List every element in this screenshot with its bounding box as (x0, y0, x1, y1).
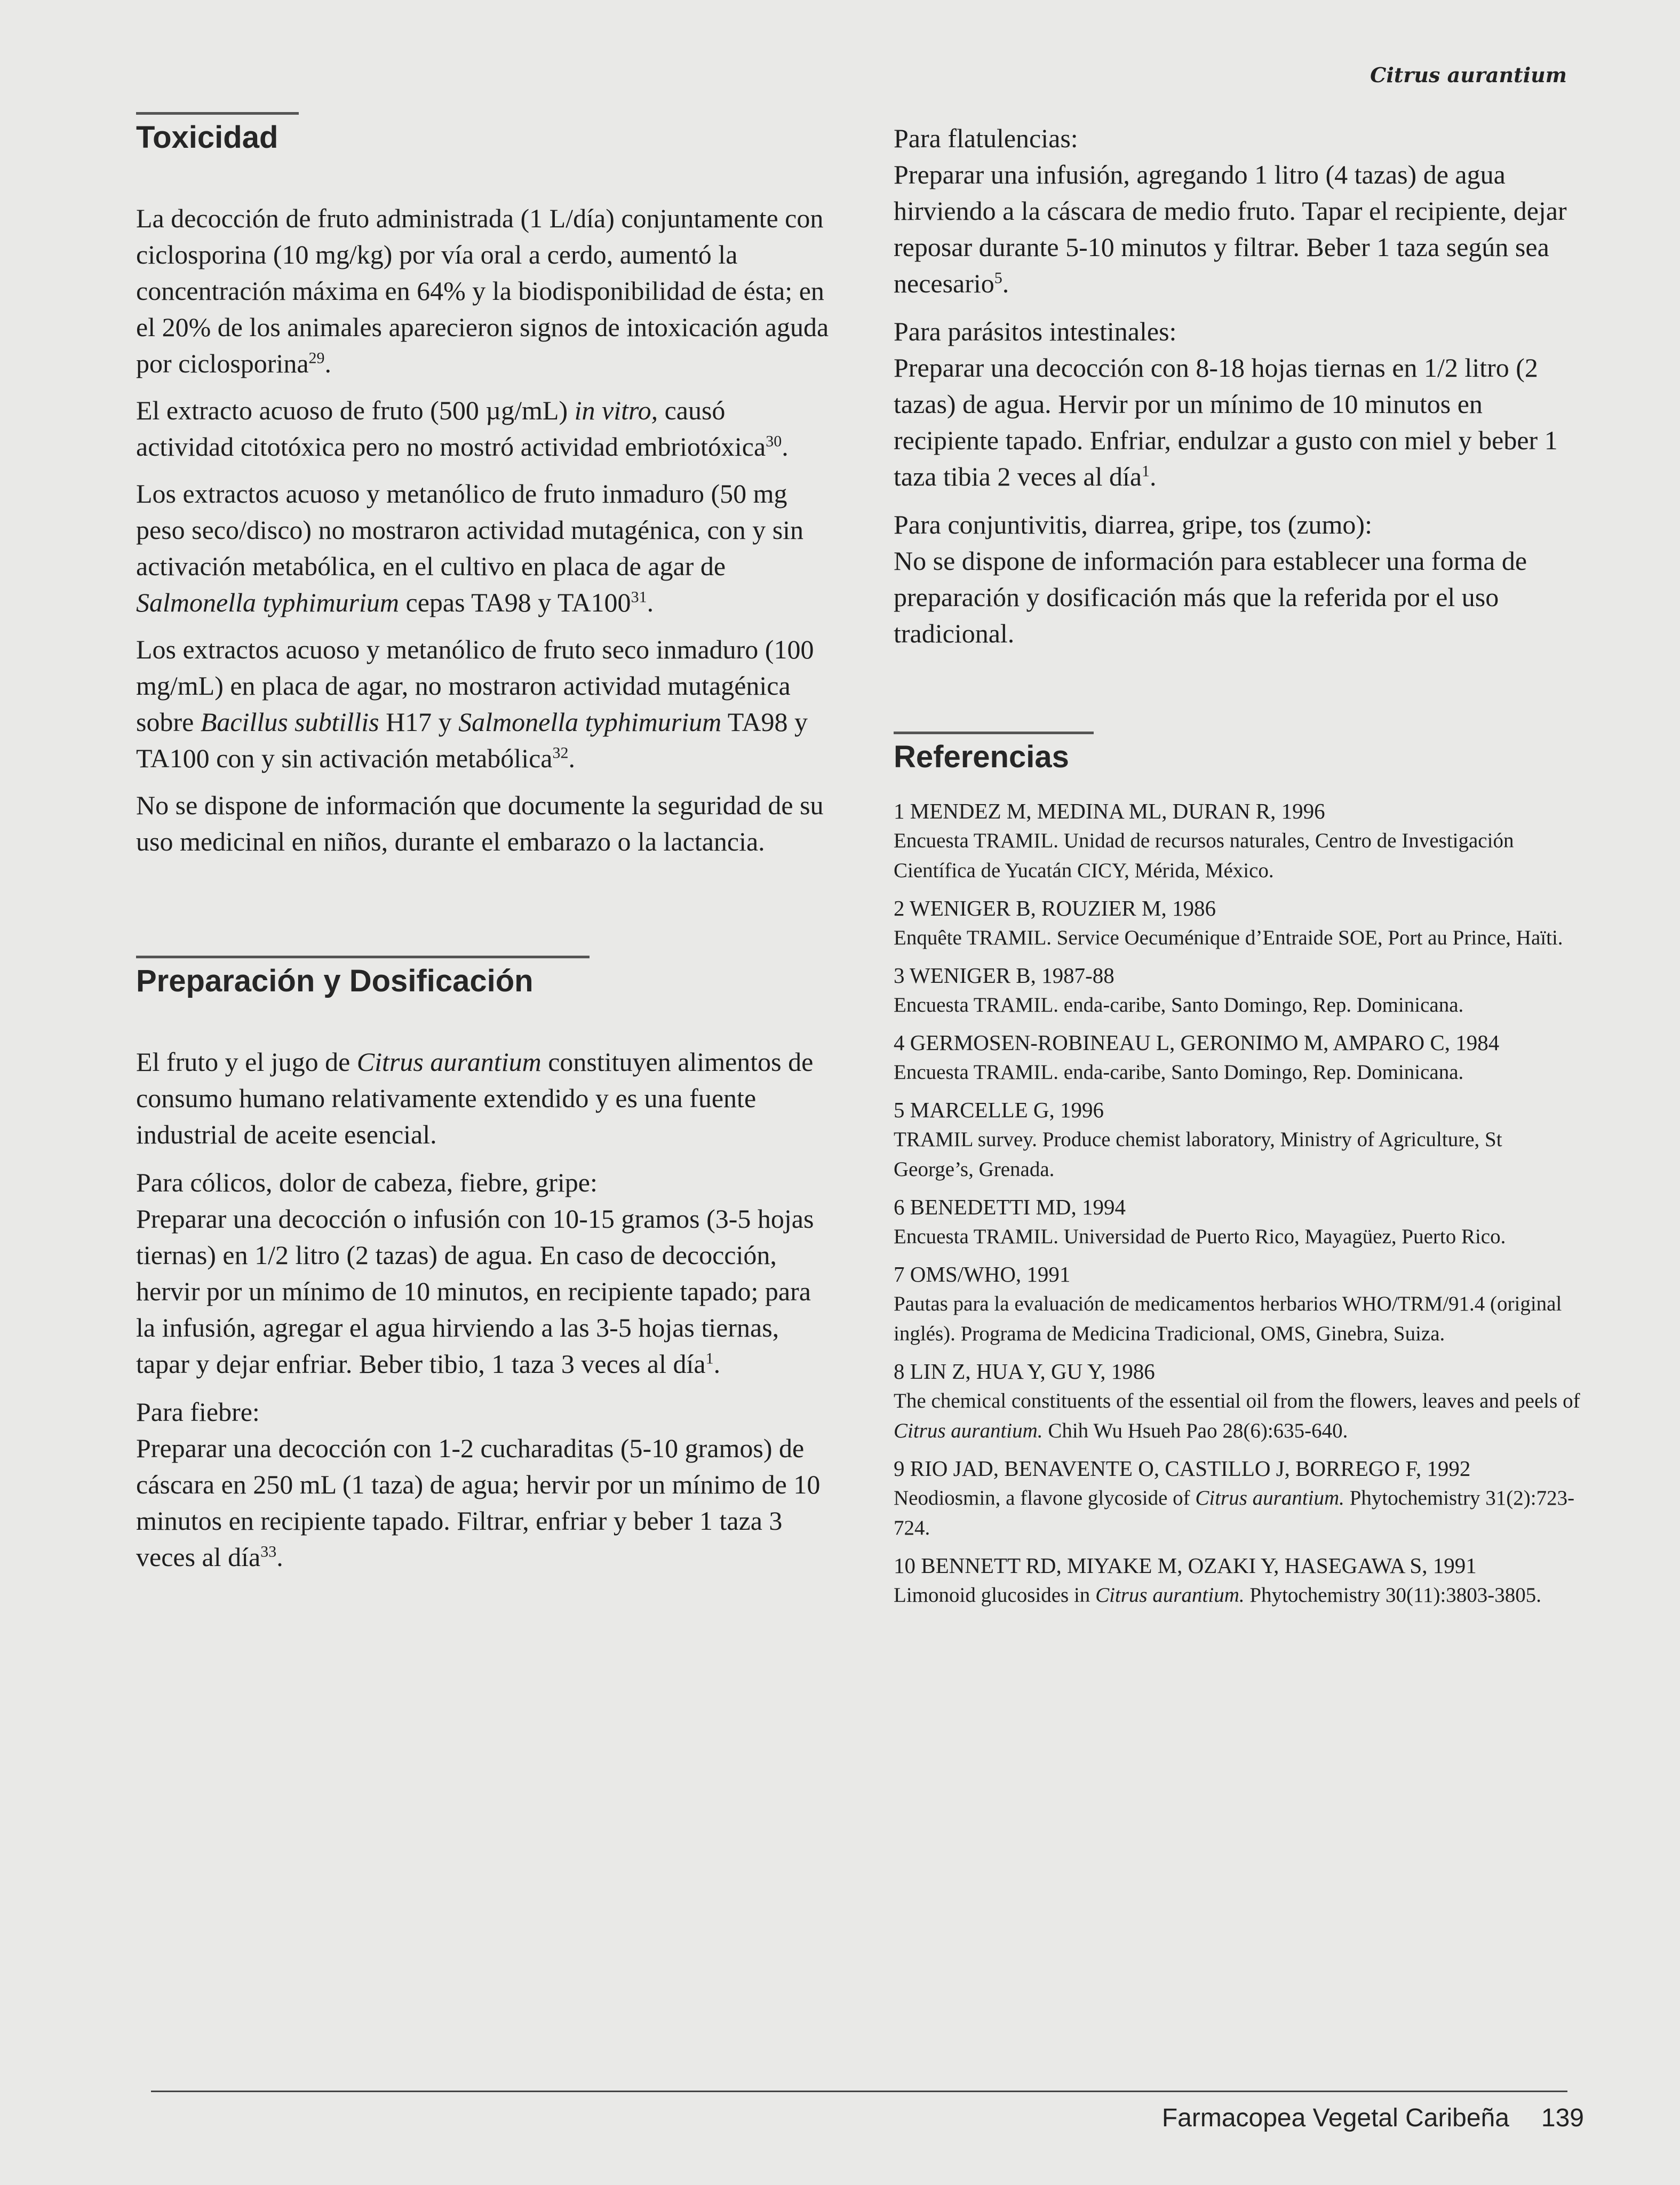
reference-item: 10 BENNETT RD, MIYAKE M, OZAKI Y, HASEGAWA S, 1991 Limonoid glucosides in Citrus aurantium. Phytochemistry 30(11):3803-3805. (894, 1553, 1542, 1607)
reference-item: 9 RIO JAD, BENAVENTE O, CASTILLO J, BORREGO F, 1992 Neodiosmin, a flavone glycoside of Citrus aurantium. Phytochemistry 31(2):723-724. (894, 1456, 1575, 1539)
toxicidad-paragraph-4: Los extractos acuoso y metanólico de fruto seco inmaduro (100 mg/mL) en placa de agar, no mostraron actividad mutagénica sobre Bacillus subtillis H17 y Salmonella typhimurium TA98 y TA100 con y sin activación metabólica$^{32}$. (136, 634, 814, 773)
reference-item: 3 WENIGER B, 1987-88 Encuesta TRAMIL. enda-caribe, Santo Domingo, Rep. Dominicana. (894, 963, 1464, 1016)
preparacion-colicos: Para cólicos, dolor de cabeza, fiebre, gripe: Preparar una decocción o infusión con 10-15 gramos (3-5 hojas tiernas) en 1/2 litro (2 tazas) de agua. En caso de decocción, hervir por un mínimo de 10 minutos, en recipiente tapado; para la infusión, agregar el agua hirviendo a las 3-5 hojas tiernas, tapar y dejar enfriar. Beber tibio, 1 taza 3 veces al día$^1$. (136, 1164, 830, 1382)
preparacion-flatulencias-label: Para flatulencias: (894, 123, 1078, 153)
preparacion-conjuntivitis-label: Para conjuntivitis, diarrea, gripe, tos (zumo): (894, 510, 1372, 539)
right-column (894, 120, 1587, 1618)
left-column (136, 112, 830, 1587)
preparacion-colicos-label: Para cólicos, dolor de cabeza, fiebre, gripe: (136, 1167, 598, 1197)
toxicidad-paragraph-2: El extracto acuoso de fruto (500 µg/mL) in vitro, causó actividad citotóxica pero no mostró actividad embriotóxica$^{30}$. (136, 395, 789, 462)
reference-item: 6 BENEDETTI MD, 1994 Encuesta TRAMIL. Universidad de Puerto Rico, Mayagüez, Puerto Rico. (894, 1195, 1506, 1248)
running-head: Citrus aurantium (1370, 63, 1567, 87)
preparacion-flatulencias: Para flatulencias: Preparar una infusión, agregando 1 litro (4 tazas) de agua hirviendo a la cáscara de medio fruto. Tapar el recipiente, dejar reposar durante 5-10 minutos y filtrar. Beber 1 taza según sea necesario$^5$. (894, 120, 1587, 301)
section-heading-toxicidad: Toxicidad (136, 112, 830, 155)
preparacion-fiebre: Para fiebre: Preparar una decocción con 1-2 cucharaditas (5-10 gramos) de cáscara en 250 mL (1 taza) de agua; hervir por un mínimo de 10 minutos en recipiente tapado. Filtrar, enfriar y beber 1 taza 3 veces al día$^{33}$. (136, 1394, 830, 1575)
page-number: 139 (1541, 2104, 1584, 2132)
reference-item: 1 MENDEZ M, MEDINA ML, DURAN R, 1996 Encuesta TRAMIL. Unidad de recursos naturales, Centro de Investigación Científica de Yucatán CICY, Mérida, México. (894, 799, 1514, 882)
preparacion-section (136, 956, 830, 1575)
preparacion-intro: El fruto y el jugo de Citrus aurantium constituyen alimentos de consumo humano relativamente extendido y es una fuente industrial de aceite esencial. (136, 1047, 814, 1149)
reference-item: 7 OMS/WHO, 1991 Pautas para la evaluación de medicamentos herbarios WHO/TRM/91.4 (original inglés). Programa de Medicina Tradicional, OMS, Ginebra, Suiza. (894, 1262, 1562, 1345)
reference-item: 2 WENIGER B, ROUZIER M, 1986 Enquête TRAMIL. Service Oecuménique d’Entraide SOE, Port au Prince, Haïti. (894, 896, 1563, 949)
toxicidad-paragraph-5: No se dispone de información que documente la seguridad de su uso medicinal en niños, durante el embarazo o la lactancia. (136, 790, 824, 856)
reference-item: 5 MARCELLE G, 1996 TRAMIL survey. Produce chemist laboratory, Ministry of Agriculture, St George’s, Grenada. (894, 1098, 1502, 1181)
toxicidad-paragraph-1: La decocción de fruto administrada (1 L/día) conjuntamente con ciclosporina (10 mg/kg) por vía oral a cerdo, aumentó la concentración máxima en 64% y la biodisponibilidad de ésta; en el 20% de los animales aparecieron signos de intoxicación aguda por ciclosporina$^{29}$. (136, 203, 829, 378)
preparacion-fiebre-label: Para fiebre: (136, 1397, 260, 1427)
footer-rule (151, 2091, 1567, 2092)
referencias-section (894, 732, 1587, 1610)
reference-item: 4 GERMOSEN-ROBINEAU L, GERONIMO M, AMPARO C, 1984 Encuesta TRAMIL. enda-caribe, Santo Domingo, Rep. Dominicana. (894, 1030, 1500, 1084)
section-heading-preparacion: Preparación y Dosificación (136, 956, 830, 999)
footer-title: Farmacopea Vegetal Caribeña (1161, 2104, 1509, 2132)
toxicidad-paragraph-3: Los extractos acuoso y metanólico de fruto inmaduro (50 mg peso seco/disco) no mostraron actividad mutagénica, con y sin activación metabólica, en el cultivo en placa de agar de Salmonella typhimurium cepas TA98 y $TA100^{31}$. (136, 479, 804, 617)
preparacion-parasitos: Para parásitos intestinales: Preparar una decocción con 8-18 hojas tiernas en 1/2 litro (2 tazas) de agua. Hervir por un mínimo de 10 minutos en recipiente tapado. Enfriar, endulzar a gusto con miel y beber 1 taza tibia 2 veces al día$^1$. (894, 313, 1587, 495)
page-footer (1162, 2103, 1584, 2133)
preparacion-conjuntivitis: Para conjuntivitis, diarrea, gripe, tos (zumo): No se dispone de información para establecer una forma de preparación y dosificación más que la referida por el uso tradicional. (894, 506, 1587, 651)
reference-item: 8 LIN Z, HUA Y, GU Y, 1986 The chemical constituents of the essential oil from the flowers, leaves and peels of Citrus aurantium. Chih Wu Hsueh Pao 28(6):635-640. (894, 1359, 1580, 1442)
section-heading-referencias: Referencias (894, 732, 1587, 775)
preparacion-parasitos-label: Para parásitos intestinales: (894, 316, 1177, 346)
